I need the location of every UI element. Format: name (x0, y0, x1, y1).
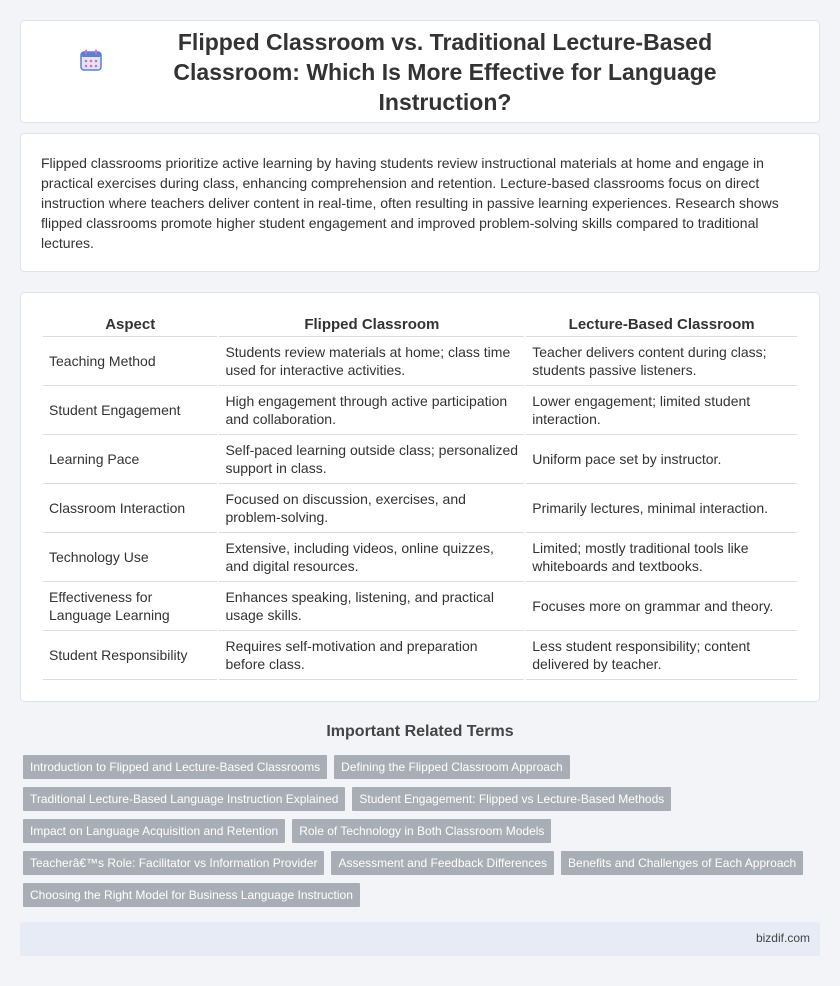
row-lecture: Lower engagement; limited student interaction. (526, 386, 797, 435)
comparison-table (41, 315, 799, 680)
related-term-tag[interactable]: Benefits and Challenges of Each Approach (561, 851, 803, 875)
related-term-tag[interactable]: Choosing the Right Model for Business Language Instruction (23, 883, 360, 907)
row-flipped: Self-paced learning outside class; personalized support in class. (219, 435, 524, 484)
related-terms-title: Important Related Terms (326, 723, 514, 740)
intro-card (20, 133, 820, 272)
footer-site-link[interactable]: bizdif.com (755, 931, 810, 945)
related-term-tag[interactable]: Assessment and Feedback Differences (331, 851, 554, 875)
related-term-tag[interactable]: Traditional Lecture-Based Language Instruction Explained (23, 787, 345, 811)
row-flipped: High engagement through active participation and collaboration. (219, 386, 524, 435)
row-lecture: Teacher delivers content during class; students passive listeners. (526, 337, 797, 386)
related-term-tag[interactable]: Teacherâ€™s Role: Facilitator vs Information Provider (23, 851, 324, 875)
row-flipped: Extensive, including videos, online quizzes, and digital resources. (219, 533, 524, 582)
footer (20, 922, 820, 956)
row-lecture: Limited; mostly traditional tools like whiteboards and textbooks. (526, 533, 797, 582)
related-term-tag[interactable]: Defining the Flipped Classroom Approach (334, 755, 569, 779)
row-aspect: Teaching Method (43, 337, 217, 386)
table-row (43, 484, 797, 533)
row-aspect: Effectiveness for Language Learning (43, 582, 217, 631)
comparison-table-card (20, 292, 820, 702)
row-aspect: Student Responsibility (43, 631, 217, 680)
row-lecture: Focuses more on grammar and theory. (526, 582, 797, 631)
row-aspect: Technology Use (43, 533, 217, 582)
table-row (43, 386, 797, 435)
related-term-tag[interactable]: Introduction to Flipped and Lecture-Based Classrooms (23, 755, 327, 779)
row-flipped: Enhances speaking, listening, and practical usage skills. (219, 582, 524, 631)
related-terms-list (23, 755, 823, 907)
page-title: Flipped Classroom vs. Traditional Lecture-Based Classroom: Which Is More Effective for Language Instruction? (173, 28, 717, 115)
related-term-tag[interactable]: Role of Technology in Both Classroom Models (292, 819, 551, 843)
related-term-tag[interactable]: Impact on Language Acquisition and Retention (23, 819, 285, 843)
table-header-row (43, 315, 797, 337)
header-flipped: Flipped Classroom (219, 315, 524, 337)
header-lecture: Lecture-Based Classroom (526, 315, 797, 337)
table-row (43, 533, 797, 582)
row-aspect: Classroom Interaction (43, 484, 217, 533)
row-flipped: Requires self-motivation and preparation before class. (219, 631, 524, 680)
intro-paragraph: Flipped classrooms prioritize active learning by having students review instructional materials at home and engage in practical exercises during class, enhancing comprehension and retention. Lecture-based classrooms focus on direct instruction where teachers deliver content in real-time, often resulting in passive learning experiences. Research shows flipped classrooms promote higher student engagement and improved problem-solving skills compared to traditional lectures. (41, 155, 779, 251)
related-term-tag[interactable]: Student Engagement: Flipped vs Lecture-Based Methods (352, 787, 671, 811)
table-row (43, 435, 797, 484)
row-lecture: Primarily lectures, minimal interaction. (526, 484, 797, 533)
table-row (43, 631, 797, 680)
row-flipped: Students review materials at home; class time used for interactive activities. (219, 337, 524, 386)
title-card (20, 20, 820, 123)
table-row (43, 337, 797, 386)
header-aspect: Aspect (43, 315, 217, 337)
row-lecture: Uniform pace set by instructor. (526, 435, 797, 484)
row-lecture: Less student responsibility; content delivered by teacher. (526, 631, 797, 680)
row-aspect: Learning Pace (43, 435, 217, 484)
row-flipped: Focused on discussion, exercises, and problem-solving. (219, 484, 524, 533)
table-row (43, 582, 797, 631)
row-aspect: Student Engagement (43, 386, 217, 435)
